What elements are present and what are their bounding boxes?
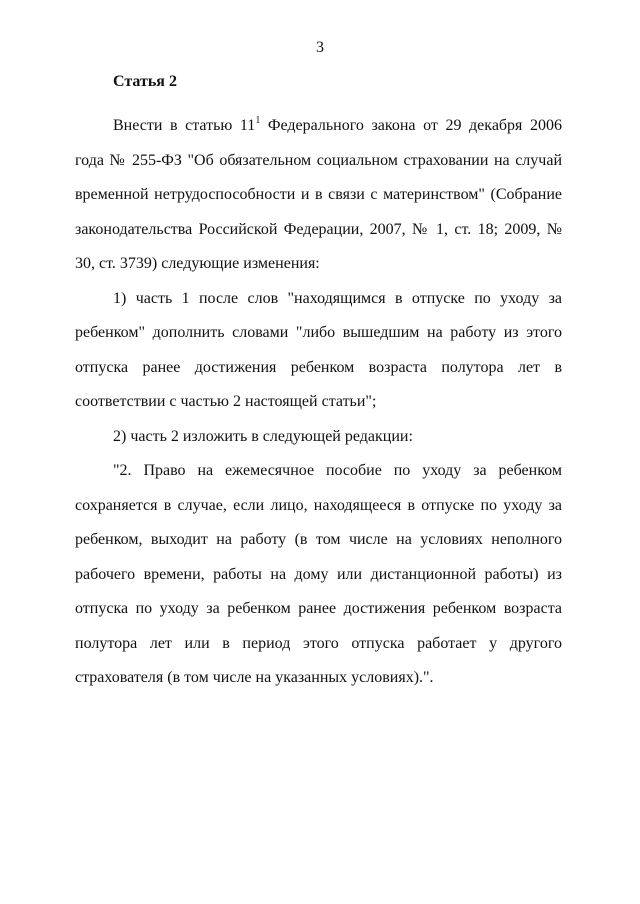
intro-text-start: Внести в статью 11 xyxy=(113,117,256,134)
amendment-item-2: 2) часть 2 изложить в следующей редакции: xyxy=(113,427,413,445)
intro-paragraph xyxy=(75,109,562,282)
article-title: Статья 2 xyxy=(113,73,177,90)
footnote-superscript: 1 xyxy=(255,115,261,126)
page-number: 3 xyxy=(316,39,324,56)
new-wording-quote: "2. Право на ежемесячное пособие по уходу за ребенком сохраняется в случае, если лицо, находящееся в отпуске по уходу за ребенком, выходит на работу (в том числе на условиях неполного рабочего времени, работы на дому или дистанционной работы) из отпуска по уходу за ребенком ранее достижения ребенком возраста полутора лет или в период этого отпуска работает у другого страхователя (в том числе на указанных условиях).". xyxy=(75,462,562,686)
document-body xyxy=(75,72,562,696)
amendment-item-1: 1) часть 1 после слов "находящимся в отпуске по уходу за ребенком" дополнить словами "либо вышедшим на работу из этого отпуска ранее достижения ребенком возраста полутора лет в соответствии с частью 2 настоящей статьи"; xyxy=(75,289,562,410)
intro-text-rest: Федерального закона от 29 декабря 2006 года № 255-ФЗ "Об обязательном социальном страховании на случай временной нетрудоспособности и в связи с материнством" (Собрание законодательства Российской Федерации, 2007, № 1, ст. 18; 2009, № 30, ст. 3739) следующие изменения: xyxy=(75,117,562,272)
